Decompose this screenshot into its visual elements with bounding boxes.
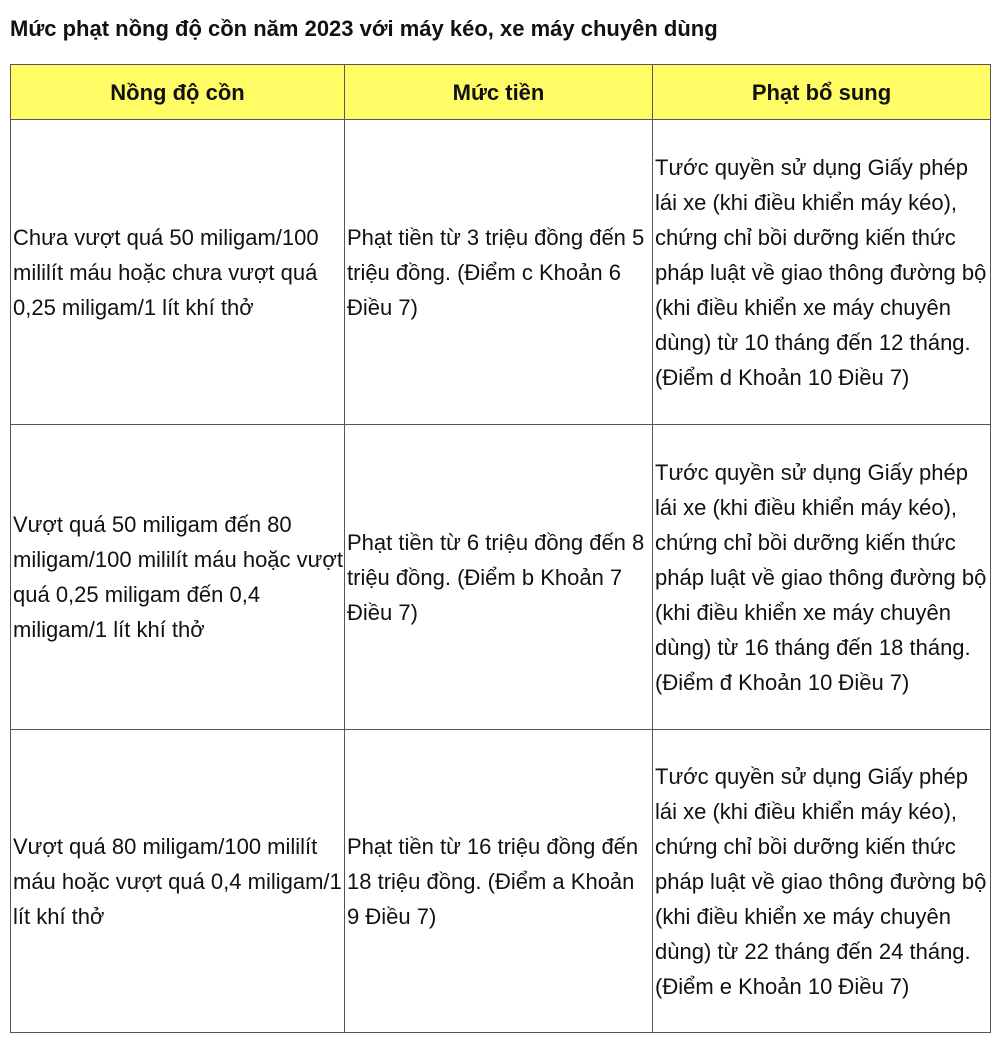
cell-additional-penalty: Tước quyền sử dụng Giấy phép lái xe (khi điều khiển máy kéo), chứng chỉ bồi dưỡng kiến thức pháp luật về giao thông đường bộ (khi điều khiển xe máy chuyên dùng) từ 22 tháng đến 24 tháng. (Điểm e Khoản 10 Điều 7) [653,730,991,1033]
header-fine: Mức tiền [345,65,653,120]
cell-fine: Phạt tiền từ 16 triệu đồng đến 18 triệu đồng. (Điểm a Khoản 9 Điều 7) [345,730,653,1033]
header-additional-penalty: Phạt bổ sung [653,65,991,120]
cell-concentration: Chưa vượt quá 50 miligam/100 mililít máu hoặc chưa vượt quá 0,25 miligam/1 lít khí thở [11,120,345,425]
cell-additional-penalty: Tước quyền sử dụng Giấy phép lái xe (khi điều khiển máy kéo), chứng chỉ bồi dưỡng kiến thức pháp luật về giao thông đường bộ (khi điều khiển xe máy chuyên dùng) từ 16 tháng đến 18 tháng. (Điểm đ Khoản 10 Điều 7) [653,425,991,730]
cell-fine: Phạt tiền từ 3 triệu đồng đến 5 triệu đồng. (Điểm c Khoản 6 Điều 7) [345,120,653,425]
table-row [11,425,991,730]
cell-additional-penalty: Tước quyền sử dụng Giấy phép lái xe (khi điều khiển máy kéo), chứng chỉ bồi dưỡng kiến thức pháp luật về giao thông đường bộ (khi điều khiển xe máy chuyên dùng) từ 10 tháng đến 12 tháng. (Điểm d Khoản 10 Điều 7) [653,120,991,425]
penalty-table [10,64,991,1033]
header-concentration: Nồng độ cồn [11,65,345,120]
page-title: Mức phạt nồng độ cồn năm 2023 với máy kéo, xe máy chuyên dùng [10,16,718,41]
cell-fine: Phạt tiền từ 6 triệu đồng đến 8 triệu đồng. (Điểm b Khoản 7 Điều 7) [345,425,653,730]
table-row [11,730,991,1033]
table-row [11,120,991,425]
table-header-row [11,65,991,120]
cell-concentration: Vượt quá 80 miligam/100 mililít máu hoặc vượt quá 0,4 miligam/1 lít khí thở [11,730,345,1033]
cell-concentration: Vượt quá 50 miligam đến 80 miligam/100 mililít máu hoặc vượt quá 0,25 miligam đến 0,4 miligam/1 lít khí thở [11,425,345,730]
